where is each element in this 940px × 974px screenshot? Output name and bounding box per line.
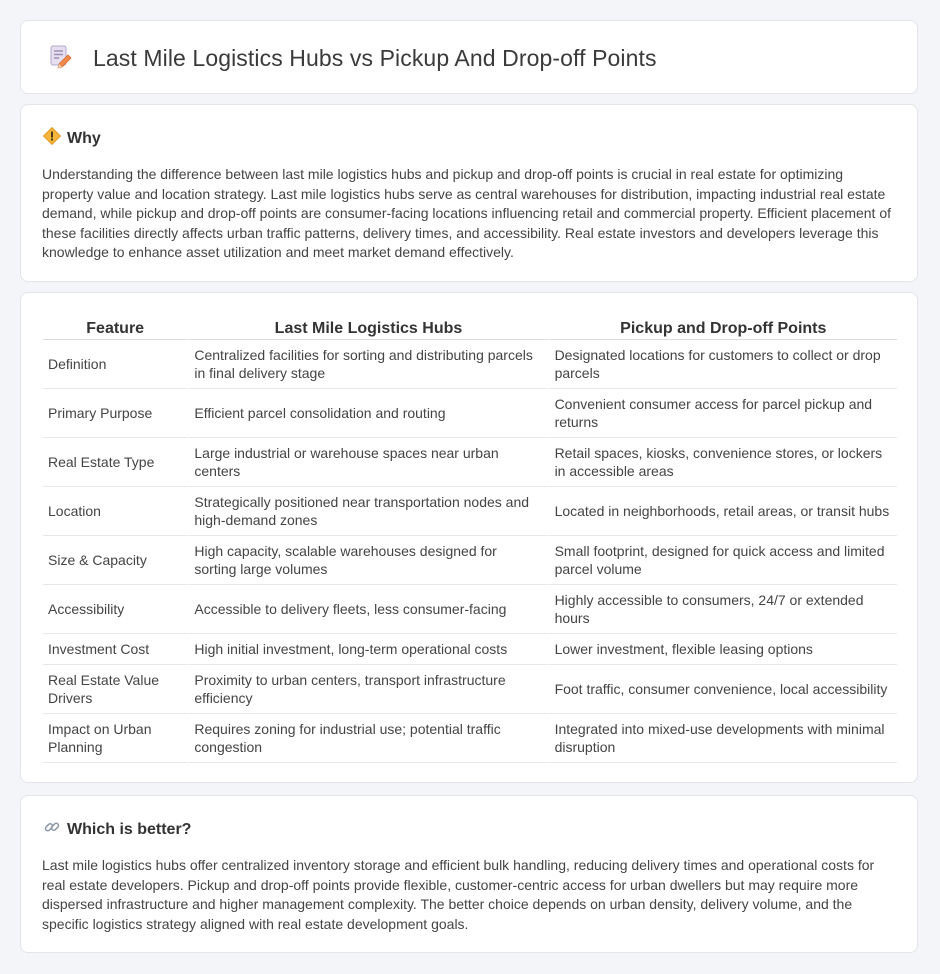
header-pudo: Pickup and Drop-off Points: [548, 316, 897, 340]
which-is-better-section: [20, 795, 918, 953]
hubs-cell: Large industrial or warehouse spaces near urban centers: [187, 438, 547, 487]
hubs-cell: High capacity, scalable warehouses designed for sorting large volumes: [187, 536, 547, 585]
header-hubs: Last Mile Logistics Hubs: [187, 316, 547, 340]
pudo-cell: Located in neighborhoods, retail areas, or transit hubs: [548, 487, 897, 536]
why-heading: Why: [67, 129, 101, 147]
feature-cell: Real Estate Value Drivers: [43, 665, 187, 714]
document-edit-icon: [47, 43, 73, 74]
pudo-cell: Highly accessible to consumers, 24/7 or extended hours: [548, 585, 897, 634]
table-row: [43, 536, 897, 585]
table-row: [43, 438, 897, 487]
table-row: [43, 585, 897, 634]
table-row: [43, 340, 897, 389]
hubs-cell: High initial investment, long-term operational costs: [187, 634, 547, 665]
feature-cell: Location: [43, 487, 187, 536]
table-row: [43, 634, 897, 665]
feature-cell: Size & Capacity: [43, 536, 187, 585]
feature-cell: Primary Purpose: [43, 389, 187, 438]
table-row: [43, 487, 897, 536]
better-paragraph: Last mile logistics hubs offer centralized inventory storage and efficient bulk handling, reducing delivery times and operational costs for real estate developers. Pickup and drop-off points provide flexible, customer-centric access for urban dwellers but may require more dispersed infrastructure and higher management complexity. The better choice depends on urban density, delivery volume, and the specific logistics strategy aligned with real estate development goals.: [42, 857, 875, 932]
link-icon: [43, 818, 61, 841]
why-section: [20, 104, 918, 282]
feature-cell: Definition: [43, 340, 187, 389]
pudo-cell: Convenient consumer access for parcel pickup and returns: [548, 389, 897, 438]
road-sign-icon: [43, 127, 61, 150]
page-title: Last Mile Logistics Hubs vs Pickup And Drop-off Points: [93, 45, 657, 71]
table-header-row: [43, 316, 897, 340]
pudo-cell: Integrated into mixed-use developments with minimal disruption: [548, 714, 897, 763]
pudo-cell: Designated locations for customers to collect or drop parcels: [548, 340, 897, 389]
header-feature: Feature: [43, 316, 187, 340]
hubs-cell: Efficient parcel consolidation and routing: [187, 389, 547, 438]
feature-cell: Impact on Urban Planning: [43, 714, 187, 763]
hubs-cell: Accessible to delivery fleets, less consumer-facing: [187, 585, 547, 634]
why-paragraph: Understanding the difference between last mile logistics hubs and pickup and drop-off points is crucial in real estate for optimizing property value and location strategy. Last mile logistics hubs serve as central warehouses for distribution, impacting industrial real estate demand, while pickup and drop-off points are consumer-facing locations influencing retail and commercial property. Efficient placement of these facilities directly affects urban traffic patterns, delivery times, and accessibility. Real estate investors and developers leverage this knowledge to enhance asset utilization and meet market demand effectively.: [42, 166, 892, 261]
title-card: [20, 20, 918, 94]
table-row: [43, 714, 897, 763]
hubs-cell: Strategically positioned near transportation nodes and high-demand zones: [187, 487, 547, 536]
hubs-cell: Requires zoning for industrial use; potential traffic congestion: [187, 714, 547, 763]
table-row: [43, 389, 897, 438]
comparison-card: [20, 292, 918, 783]
comparison-table: [43, 316, 897, 763]
feature-cell: Investment Cost: [43, 634, 187, 665]
hubs-cell: Centralized facilities for sorting and distributing parcels in final delivery stage: [187, 340, 547, 389]
pudo-cell: Lower investment, flexible leasing options: [548, 634, 897, 665]
pudo-cell: Retail spaces, kiosks, convenience stores, or lockers in accessible areas: [548, 438, 897, 487]
feature-cell: Accessibility: [43, 585, 187, 634]
pudo-cell: Small footprint, designed for quick access and limited parcel volume: [548, 536, 897, 585]
better-heading: Which is better?: [67, 820, 192, 838]
pudo-cell: Foot traffic, consumer convenience, local accessibility: [548, 665, 897, 714]
hubs-cell: Proximity to urban centers, transport infrastructure efficiency: [187, 665, 547, 714]
table-row: [43, 665, 897, 714]
feature-cell: Real Estate Type: [43, 438, 187, 487]
